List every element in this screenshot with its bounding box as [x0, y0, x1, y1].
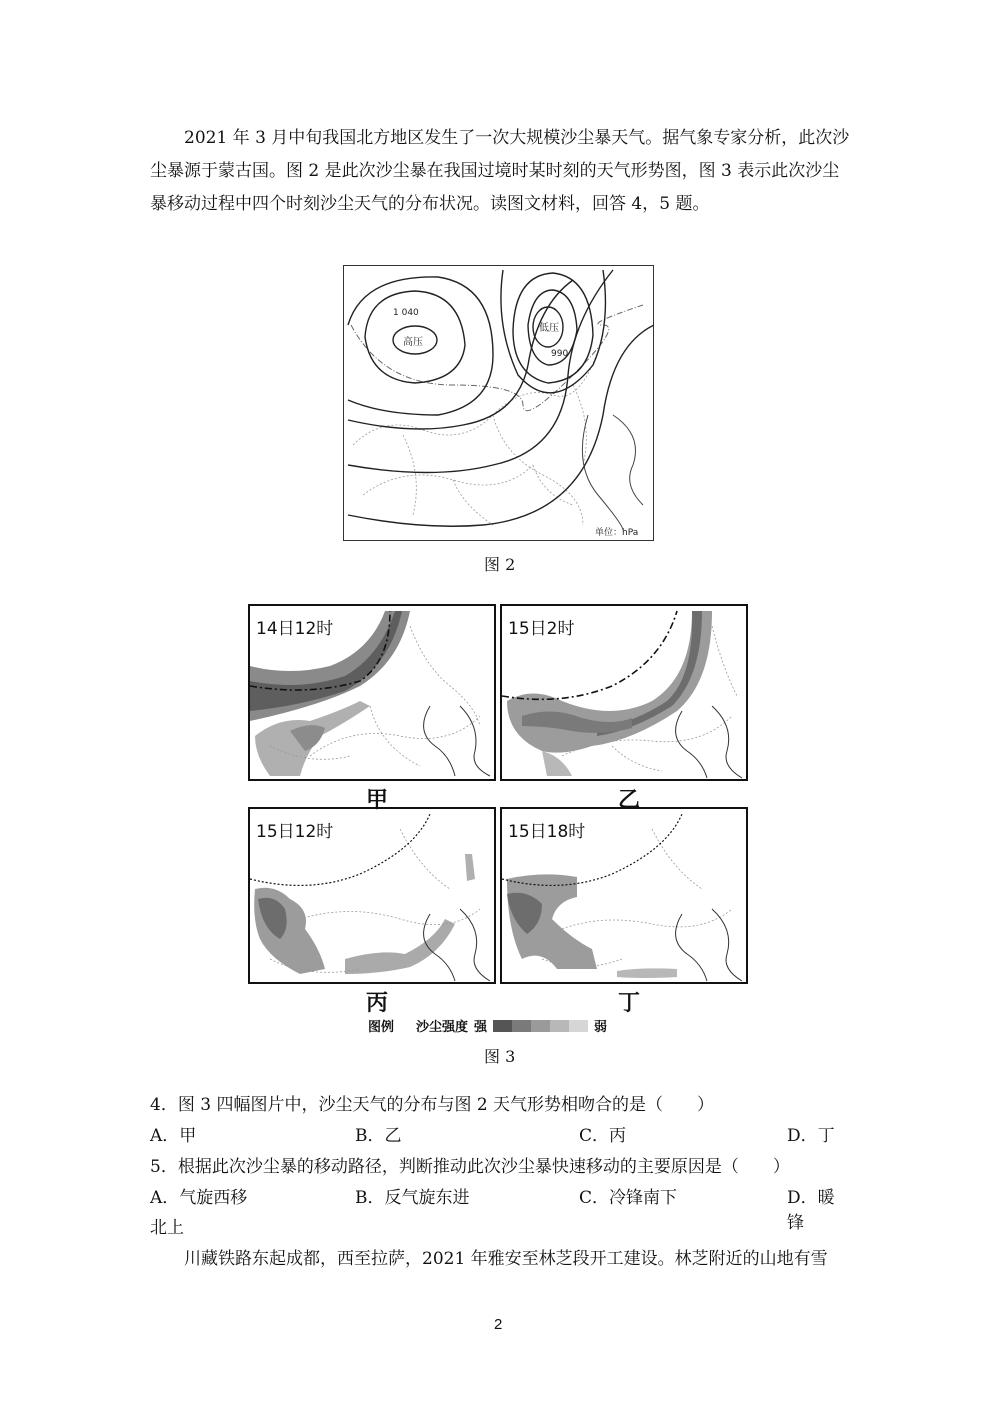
- legend-swatch-1: [493, 1020, 512, 1032]
- weather-map-svg: [343, 265, 654, 541]
- high-pressure-label: 高压: [403, 337, 423, 348]
- dust-distribution-figure: [248, 604, 751, 1034]
- panel-jia-time: 14日12时: [256, 614, 333, 639]
- panel-yi-time: 15日2时: [508, 614, 574, 639]
- legend-swatch-2: [512, 1020, 531, 1032]
- q4-option-b[interactable]: B．乙: [355, 1126, 402, 1146]
- isobar-low-value: 990: [551, 349, 569, 359]
- figure2-caption: 图 2: [484, 555, 516, 574]
- q5-option-c[interactable]: C．冷锋南下: [579, 1188, 678, 1208]
- question-5-stem: 5．根据此次沙尘暴的移动路径，判断推动此次沙尘暴快速移动的主要原因是（ ）: [150, 1157, 790, 1177]
- legend-weak: 弱: [594, 1020, 608, 1035]
- legend-swatch-5: [569, 1020, 588, 1032]
- legend-swatch-3: [531, 1020, 550, 1032]
- q4-option-a[interactable]: A．甲: [150, 1126, 197, 1146]
- q5-option-d[interactable]: D．暖锋: [787, 1188, 835, 1233]
- legend-name: 沙尘强度: [416, 1020, 469, 1035]
- map-unit-label: 单位：hPa: [595, 528, 639, 538]
- panel-jia-label: 甲: [366, 788, 389, 813]
- panel-bing-time: 15日12时: [256, 817, 333, 842]
- next-paragraph: 川藏铁路东起成都，西至拉萨，2021 年雅安至林芝段开工建设。林芝附近的山地有雪: [184, 1249, 828, 1269]
- panel-bing: [248, 807, 496, 984]
- page-number: 2: [494, 1316, 503, 1333]
- dust-legend: [368, 1016, 607, 1035]
- isobar-high-value: 1 040: [393, 308, 419, 318]
- q5-option-b[interactable]: B．反气旋东进: [355, 1188, 470, 1208]
- q5-option-d-continued: 北上: [150, 1218, 184, 1238]
- panel-bing-label: 丙: [366, 991, 389, 1016]
- question-4-stem: 4．图 3 四幅图片中，沙尘天气的分布与图 2 天气形势相吻合的是（ ）: [150, 1095, 715, 1115]
- q4-option-d[interactable]: D．丁: [787, 1126, 835, 1146]
- question-4-options: [150, 1121, 850, 1151]
- legend-strong: 强: [474, 1020, 488, 1035]
- panel-ding: [500, 807, 748, 984]
- panel-ding-time: 15日18时: [508, 817, 585, 842]
- q5-option-a[interactable]: A．气旋西移: [150, 1188, 248, 1208]
- intro-paragraph: 2021 年 3 月中旬我国北方地区发生了一次大规模沙尘暴天气。据气象专家分析，此次沙尘暴源于蒙古国。图 2 是此次沙尘暴在我国过境时某时刻的天气形势图，图 3 表示此次沙尘暴移动过程中四个时刻沙尘天气的分布状况。读图文材料，回答 4，5 题。: [150, 128, 850, 214]
- figure3-caption: 图 3: [484, 1047, 516, 1066]
- panel-ding-label: 丁: [618, 991, 641, 1016]
- weather-map-figure: [343, 265, 654, 541]
- panel-yi: [500, 604, 748, 781]
- low-pressure-label: 低压: [539, 323, 559, 334]
- panel-yi-label: 乙: [618, 788, 641, 813]
- panel-jia: [248, 604, 496, 781]
- q4-option-c[interactable]: C．丙: [579, 1126, 627, 1146]
- legend-title: 图例: [368, 1020, 395, 1035]
- legend-swatch-4: [550, 1020, 569, 1032]
